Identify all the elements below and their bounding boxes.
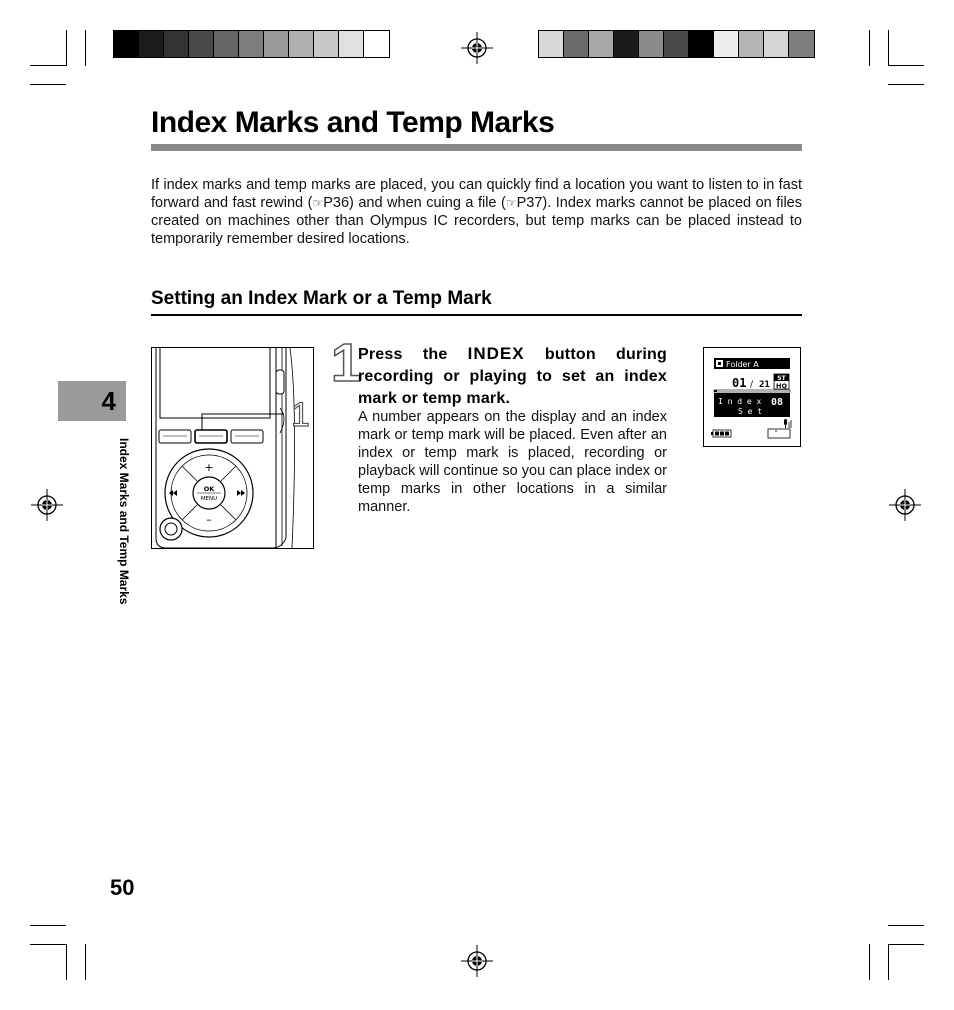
- status-box-icon: [768, 429, 790, 438]
- page-number: 50: [110, 875, 135, 900]
- reference-icon: ☞: [505, 196, 517, 210]
- page-title: Index Marks and Temp Marks: [151, 106, 555, 139]
- color-swatch: [264, 31, 289, 57]
- color-swatch: [289, 31, 314, 57]
- index-keyword: INDEX: [467, 344, 525, 363]
- lcd-total: 21: [759, 380, 770, 390]
- battery-icon: [711, 430, 731, 437]
- intro-paragraph: If index marks and temp marks are placed, you can quickly find a location you want to listen to in fast forward and fast rewind (☞P36) and when cuing a file (☞P37). Index marks cannot be placed on files created on machines other than Olympus IC recorders, but temp marks can be placed instead to temporarily remember desired locations.: [151, 177, 802, 247]
- section-heading: Setting an Index Mark or a Temp Mark: [151, 288, 492, 309]
- side-chapter-label: Index Marks and Temp Marks: [117, 438, 131, 605]
- step-body: A number appears on the display and an index mark or temp mark will be placed. Even after an index or temp mark is placed, recording or playback will continue so you can place index or temp marks in other locations in a similar manner.: [358, 409, 667, 515]
- registration-mark-top-icon: [461, 32, 493, 64]
- step-heading: Press the INDEX button during recording or playing to set an index mark or temp mark.: [358, 344, 667, 407]
- registration-mark-left-icon: [31, 489, 63, 521]
- color-swatch: [739, 31, 764, 57]
- device-illustration: [151, 347, 314, 549]
- minus-label: –: [206, 513, 212, 526]
- title-rule: [151, 144, 802, 151]
- color-swatch: [664, 31, 689, 57]
- color-swatch: [639, 31, 664, 57]
- color-swatch: [214, 31, 239, 57]
- color-bar-left: [113, 30, 390, 58]
- menu-label: MENU: [200, 496, 218, 502]
- color-bar-right: [538, 30, 815, 58]
- lcd-slash: /: [750, 380, 754, 390]
- color-swatch: [314, 31, 339, 57]
- microphone-icon: [784, 419, 791, 428]
- color-swatch: [714, 31, 739, 57]
- reference-icon: ☞: [312, 196, 324, 210]
- color-swatch: [239, 31, 264, 57]
- color-swatch: [139, 31, 164, 57]
- color-swatch: [564, 31, 589, 57]
- section-rule: [151, 314, 802, 316]
- ok-label: OK: [203, 485, 215, 493]
- color-swatch: [164, 31, 189, 57]
- color-swatch: [789, 31, 814, 57]
- lcd-badge-top: ST: [777, 375, 786, 382]
- callout-number: 1: [291, 396, 310, 434]
- color-swatch: [114, 31, 139, 57]
- color-swatch: [539, 31, 564, 57]
- lcd-badge-bottom: HQ: [776, 382, 787, 390]
- color-swatch: [339, 31, 364, 57]
- lcd-msg-line1: I n d e x: [718, 397, 762, 406]
- chapter-tab: 4: [58, 381, 126, 421]
- registration-mark-bottom-icon: [461, 945, 493, 977]
- lcd-folder: Folder A: [726, 360, 759, 369]
- color-swatch: [614, 31, 639, 57]
- lcd-msg-line2: S e t: [738, 407, 763, 416]
- step-number: 1: [331, 333, 362, 393]
- color-swatch: [189, 31, 214, 57]
- lcd-display-illustration: [703, 347, 801, 447]
- registration-mark-right-icon: [889, 489, 921, 521]
- color-swatch: [689, 31, 714, 57]
- plus-label: +: [204, 461, 214, 474]
- lcd-msg-number: 08: [771, 397, 784, 408]
- color-swatch: [589, 31, 614, 57]
- color-swatch: [364, 31, 389, 57]
- lcd-file-number: 01: [732, 376, 747, 390]
- recorder-drawing: [152, 348, 314, 549]
- color-swatch: [764, 31, 789, 57]
- lcd-drawing: [704, 348, 801, 447]
